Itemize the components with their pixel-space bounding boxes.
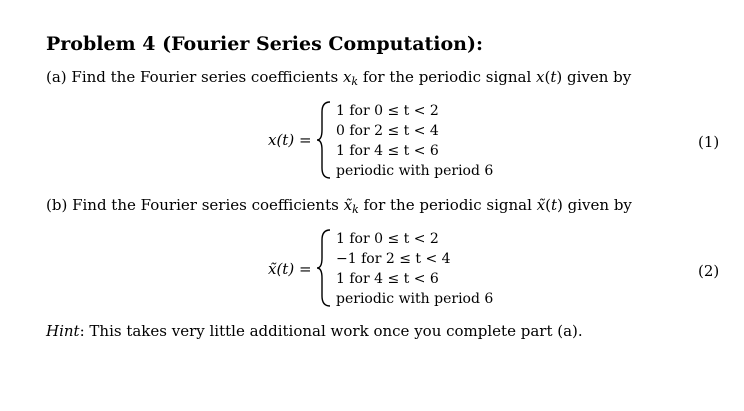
part-b-text: (b) Find the Fourier series coefficients $x̃_k$ for the periodic signal x̃(t) given by bbox=[46, 196, 632, 216]
equation-2-case-4: periodic with period 6 bbox=[336, 291, 494, 307]
equation-2-case-3: 1 for 4 ≤ t < 6 bbox=[336, 271, 439, 287]
hint-label: Hint bbox=[46, 322, 80, 340]
equation-1-lhs: x(t) = bbox=[268, 131, 312, 149]
equation-1-case-1: 1 for 0 ≤ t < 2 bbox=[336, 103, 439, 119]
hint-text: : This takes very little additional work once you complete part (a). bbox=[79, 322, 583, 340]
hint bbox=[46, 322, 583, 340]
equation-2-case-2: −1 for 2 ≤ t < 4 bbox=[336, 251, 451, 267]
equation-2-lhs: x̃(t) = bbox=[268, 260, 312, 278]
equation-2-case-1: 1 for 0 ≤ t < 2 bbox=[336, 231, 439, 247]
equation-1-case-2: 0 for 2 ≤ t < 4 bbox=[336, 123, 439, 139]
equation-2-number: (2) bbox=[698, 262, 720, 280]
left-brace-icon bbox=[316, 228, 332, 308]
problem-title: Problem 4 (Fourier Series Computation): bbox=[46, 33, 483, 55]
equation-1-case-4: periodic with period 6 bbox=[336, 163, 494, 179]
equation-1-number: (1) bbox=[698, 133, 720, 151]
part-a-text: (a) Find the Fourier series coefficients $x_k$ for the periodic signal x(t) given by bbox=[46, 68, 632, 88]
left-brace-icon bbox=[316, 100, 332, 180]
equation-1-case-3: 1 for 4 ≤ t < 6 bbox=[336, 143, 439, 159]
